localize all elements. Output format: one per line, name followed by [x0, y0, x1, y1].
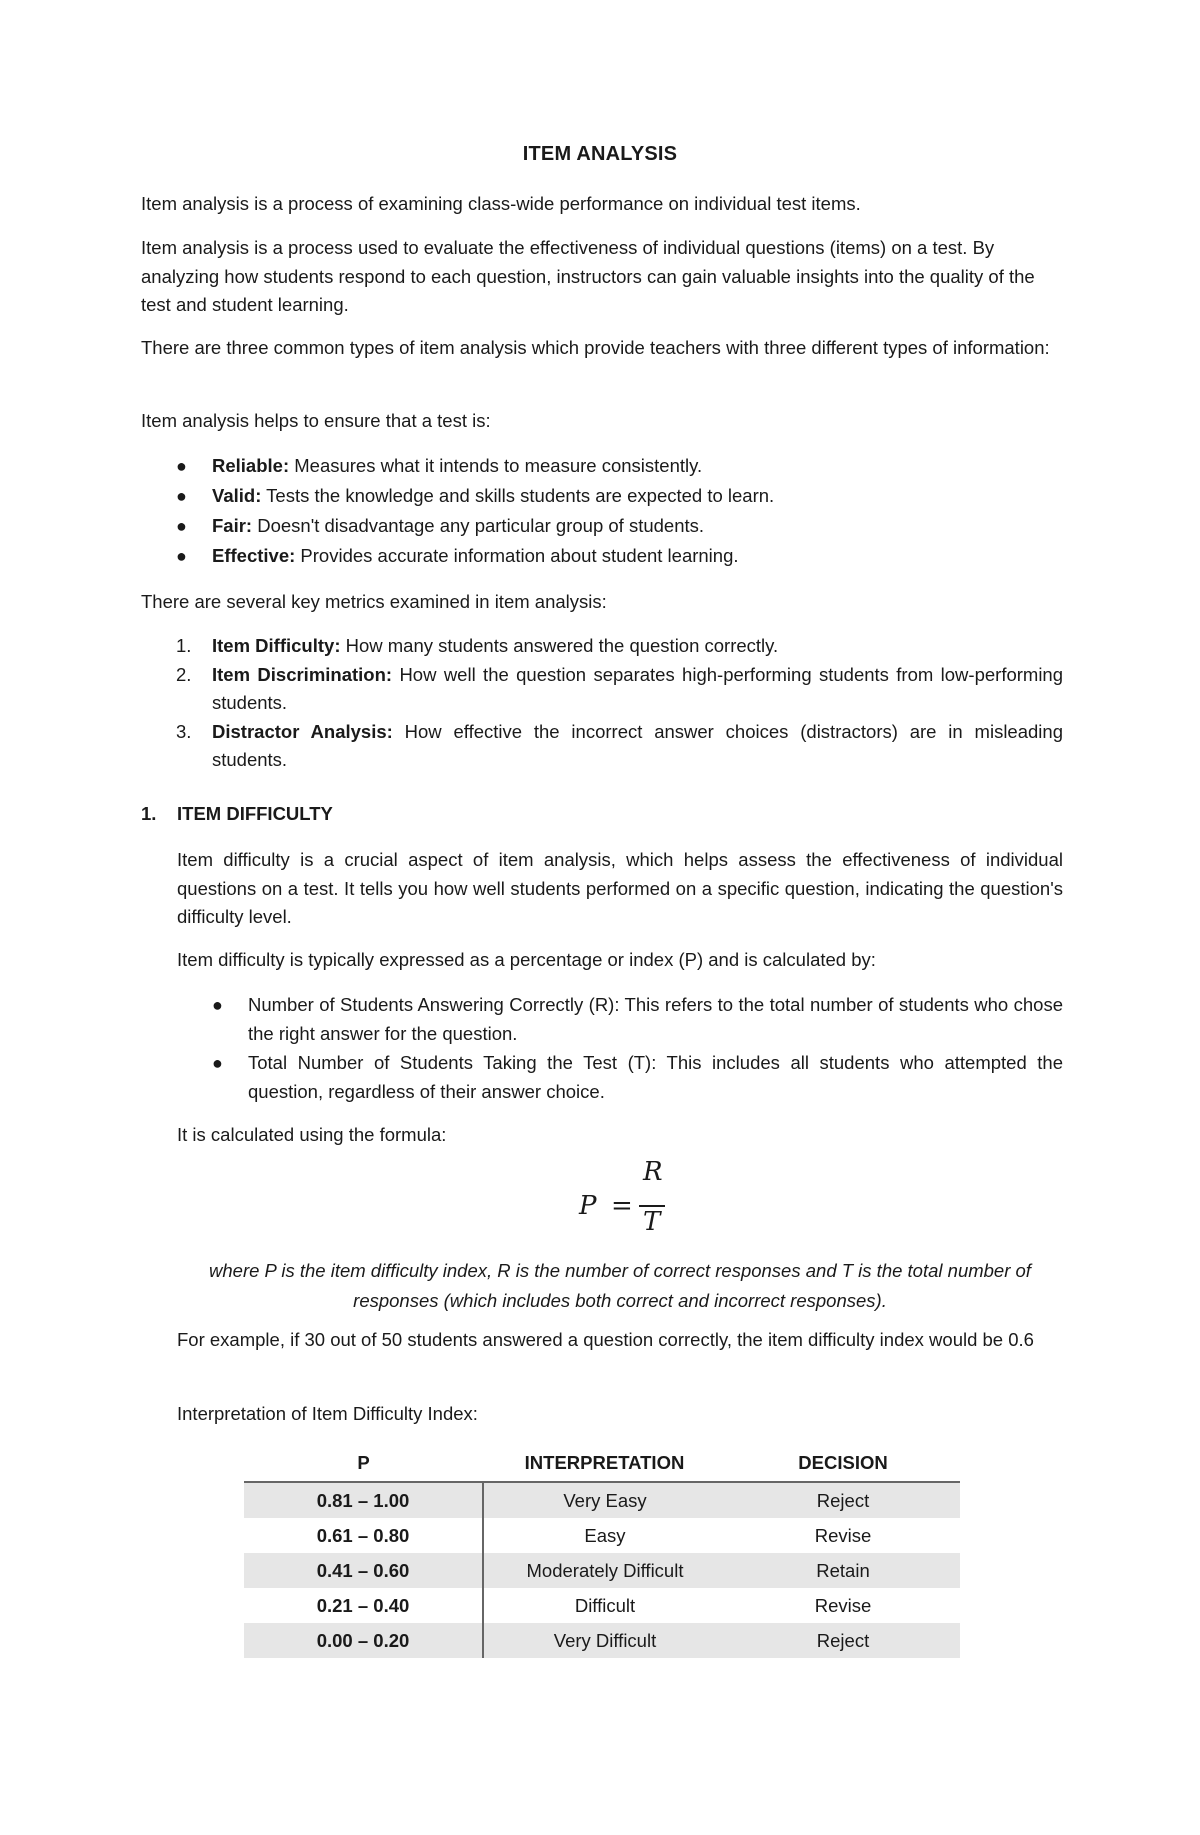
example-paragraph: For example, if 30 out of 50 students answered a question correctly, the item difficulty index would be 0.6: [177, 1329, 1034, 1350]
section-number: 1.: [141, 803, 157, 824]
list-item: [176, 541, 1062, 571]
intro-paragraph-4: Item analysis helps to ensure that a test is:: [141, 410, 491, 431]
intro-paragraph-2: Item analysis is a process used to evaluate the effectiveness of individual questions (items) on a test. By analyzing how students respond to each question, instructors can gain valuable insights into the quality of the test and student learning.: [141, 237, 1035, 315]
table-row: [244, 1482, 960, 1518]
list-item: [176, 661, 1064, 718]
list-item-term: Reliable:: [212, 455, 290, 476]
list-item: [212, 1049, 1063, 1106]
list-item: [176, 718, 1063, 775]
metrics-list: [176, 632, 1064, 775]
bullet-icon: ●: [176, 546, 187, 566]
table-cell-interpretation: Very Easy: [483, 1482, 726, 1518]
table-row: [244, 1588, 960, 1623]
column-header: DECISION: [726, 1445, 960, 1482]
bullet-icon: ●: [212, 1053, 223, 1073]
list-item: [212, 991, 1063, 1048]
table-cell-interpretation: Easy: [584, 1524, 626, 1546]
section-heading: [141, 803, 333, 825]
qualities-list: [176, 451, 1062, 571]
list-item-term: Valid:: [212, 485, 262, 506]
table-cell-decision: Retain: [726, 1553, 960, 1588]
table-row: [244, 1623, 960, 1658]
list-item: [176, 451, 1062, 481]
intro-paragraph-3: There are three common types of item analysis which provide teachers with three different types of information:: [141, 337, 1050, 358]
list-item-text: Doesn't disadvantage any particular group of students.: [252, 515, 705, 536]
formula-intro: It is calculated using the formula:: [177, 1124, 447, 1145]
list-item: [176, 511, 1062, 541]
list-item-text: Provides accurate information about student learning.: [295, 545, 739, 566]
list-number: 1.: [176, 635, 192, 656]
difficulty-table: [244, 1445, 960, 1658]
list-item-text: How effective the incorrect answer choices (distractors) are in misleading students.: [212, 720, 1063, 770]
list-item-term: Item Difficulty:: [212, 635, 341, 656]
bullet-icon: ●: [176, 456, 187, 476]
formula-lhs: P: [579, 1191, 597, 1221]
table-cell-p: 0.21 – 0.40: [244, 1588, 483, 1623]
section-title: ITEM DIFFICULTY: [177, 803, 333, 824]
table-row: [244, 1518, 960, 1553]
list-item-text: How many students answered the question correctly.: [340, 635, 779, 656]
table-cell-p: 0.61 – 0.80: [244, 1518, 483, 1553]
column-header: INTERPRETATION: [483, 1445, 726, 1482]
list-number: 2.: [176, 663, 192, 685]
list-item-term: Item Discrimination:: [212, 663, 393, 685]
list-item-term: Distractor Analysis:: [212, 720, 393, 742]
table-cell-decision: Reject: [726, 1482, 960, 1518]
section-paragraph-1: Item difficulty is a crucial aspect of item analysis, which helps assess the effectiveness of individual questions on a test. It tells you how well students performed on a specific question, indicating the question's difficulty level.: [177, 849, 1063, 927]
list-item: [176, 632, 1063, 661]
table-cell-p: 0.00 – 0.20: [244, 1623, 483, 1658]
formula-denominator: T: [643, 1207, 661, 1237]
table-intro: Interpretation of Item Difficulty Index:: [177, 1403, 478, 1424]
formula-caption: where P is the item difficulty index, R is the number of correct responses and T is the total number of responses (which includes both correct and incorrect responses).: [209, 1260, 1031, 1311]
section-paragraph-2: Item difficulty is typically expressed as a percentage or index (P) and is calculated by:: [177, 949, 876, 970]
list-item-term: Effective:: [212, 545, 296, 566]
list-item-term: Fair:: [212, 515, 253, 536]
metrics-intro: There are several key metrics examined in item analysis:: [141, 591, 607, 612]
bullet-icon: ●: [212, 995, 223, 1015]
table-cell-p: 0.41 – 0.60: [244, 1553, 483, 1588]
list-item-text: Tests the knowledge and skills students are expected to learn.: [261, 485, 775, 506]
table-cell-decision: Revise: [814, 1594, 872, 1616]
table-header-row: [244, 1445, 960, 1482]
table-cell-interpretation: Difficult: [574, 1594, 636, 1616]
list-item-text: How well the question separates high-performing students from low-performing students.: [212, 663, 1064, 713]
table-cell-interpretation: Moderately Difficult: [483, 1553, 726, 1588]
table-cell-decision: Revise: [814, 1524, 872, 1546]
list-item: [176, 481, 1062, 511]
bullet-icon: ●: [176, 486, 187, 506]
table-row: [244, 1553, 960, 1588]
list-number: 3.: [176, 720, 192, 742]
formula-equals: =: [611, 1191, 633, 1221]
table-cell-interpretation: Very Difficult: [483, 1623, 726, 1658]
difficulty-formula: [575, 1157, 685, 1243]
table-cell-decision: Reject: [726, 1623, 960, 1658]
difficulty-factors-list: [212, 991, 1063, 1106]
column-header: P: [244, 1445, 483, 1482]
list-item-text: Total Number of Students Taking the Test (T): This includes all students who attempted the question, regardless of their answer choice.: [248, 1052, 1063, 1102]
intro-paragraph-1: Item analysis is a process of examining class-wide performance on individual test items.: [141, 193, 861, 214]
table-cell-p: 0.81 – 1.00: [244, 1482, 483, 1518]
bullet-icon: ●: [176, 516, 187, 536]
list-item-text: Measures what it intends to measure consistently.: [289, 455, 703, 476]
formula-numerator: R: [643, 1157, 663, 1187]
page-title: ITEM ANALYSIS: [522, 143, 678, 165]
list-item-text: Number of Students Answering Correctly (R): This refers to the total number of students who chose the right answer for the question.: [248, 994, 1063, 1044]
